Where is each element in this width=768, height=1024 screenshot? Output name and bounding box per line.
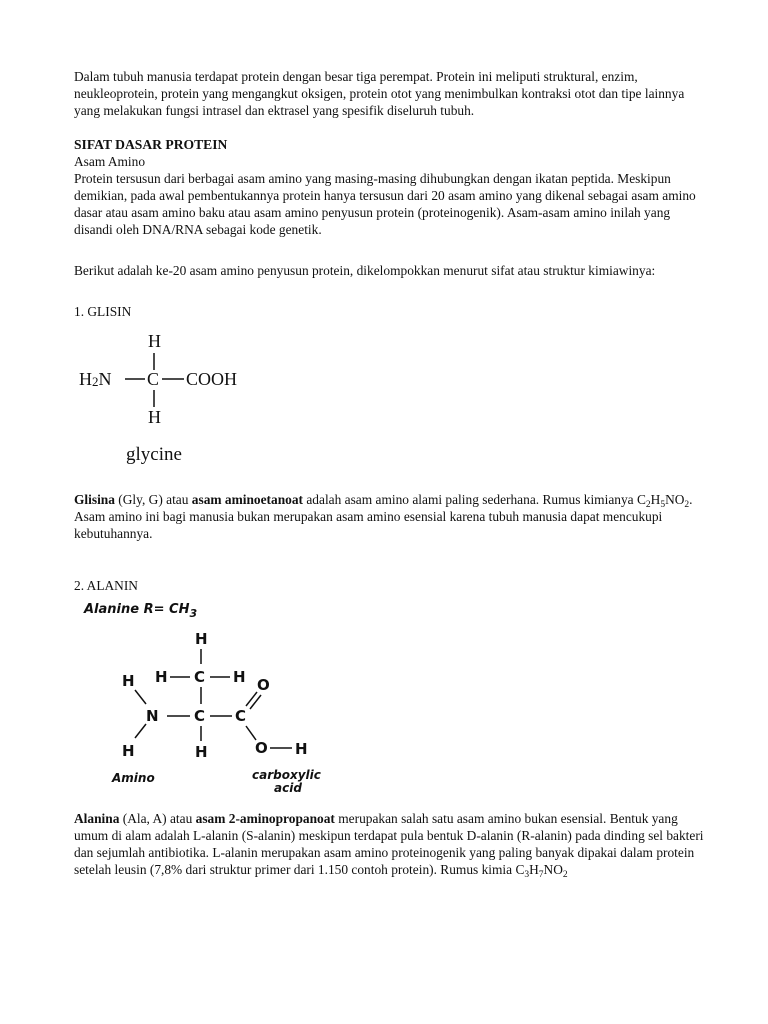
glisin-iupac: asam aminoetanoat — [191, 492, 304, 507]
glisin-formula: $C_2H_5NO_2$ — [636, 492, 690, 510]
glycine-left-group: H2N — [79, 369, 112, 389]
alanin-abbr: (Ala, A) atau — [119, 811, 196, 826]
alanine-atom-n: N — [146, 707, 159, 725]
alanin-item-label: 2. ALANIN — [74, 578, 138, 593]
section-subheading: Asam Amino — [74, 154, 146, 169]
alanine-atom-h-methyl-left: H — [155, 668, 168, 686]
glisin-desc-a: adalah asam amino alami paling sederhana. Rumus kimianya — [303, 492, 637, 507]
alanin-name: Alanina — [74, 811, 120, 826]
list-intro-paragraph: Berikut adalah ke-20 asam amino penyusun protein, dikelompokkan menurut sifat atau struktur kimiawinya: — [74, 263, 656, 278]
glisin-desc-b: . Asam amino ini bagi manusia bukan merupakan asam amino esensial karena tubuh manusia dapat mencukupi kebutuhannya. — [74, 492, 693, 541]
glycine-top-h: H — [148, 331, 161, 351]
glycine-structure-diagram — [70, 328, 270, 468]
glisin-description — [74, 491, 706, 542]
glycine-center-carbon: C — [147, 369, 160, 389]
section-paragraph: Protein tersusun dari berbagai asam amino yang masing-masing dihubungkan dengan ikatan peptida. Meskipun demikian, pada awal pembentukannya protein hanya tersusun dari 20 asam amino yang dikenal sebagai asam amino dasar atau asam amino baku atau asam amino penyusun protein (proteinogenik). Asam-asam amino inilah yang disandi oleh DNA/RNA sebagai kode genetik. — [74, 171, 696, 237]
alanine-atom-h-alpha: H — [195, 743, 208, 761]
alanine-acid-label-1: carboxylic — [252, 768, 321, 782]
alanine-atom-h-amino-bottom: H — [122, 742, 135, 760]
glisin-item-label: 1. GLISIN — [74, 304, 132, 319]
alanine-atom-c-methyl: C — [194, 668, 206, 686]
alanin-iupac: asam 2-aminopropanoat — [195, 811, 335, 826]
alanine-atom-o-hydroxyl: O — [255, 739, 268, 757]
alanine-atom-h-top: H — [195, 630, 208, 648]
alanine-atom-c-alpha: C — [194, 707, 206, 725]
glisin-abbr: (Gly, G) atau — [114, 492, 192, 507]
alanin-formula: $C_3H_7NO_2$ — [515, 862, 568, 880]
alanine-atom-h-methyl-right: H — [233, 668, 246, 686]
intro-paragraph: Dalam tubuh manusia terdapat protein dengan besar tiga perempat. Protein ini meliputi struktural, enzim, neukleoprotein, protein yang mengangkut oksigen, protein otot yang menimbulkan kontraksi otot dan tipe lainnya yang melakukan fungsi intrasel dan ektrasel yang spesifik diseluruh tubuh. — [74, 69, 685, 118]
alanine-atom-o-double: O — [257, 676, 270, 694]
alanine-structure-diagram — [80, 598, 340, 798]
alanine-acid-label-2: acid — [274, 781, 302, 795]
glycine-caption: glycine — [126, 444, 182, 465]
alanin-desc: merupakan salah satu asam amino bukan esensial. Bentuk yang umum di alam adalah L-alanin (S-alanin) meskipun terdapat pula bentuk D-alanin (R-alanin) pada dinding sel bakteri dan sejumlah antibiotika. L-alanin merupakan asam amino proteinogenik yang paling banyak dipakai dalam protein setelah leusin (7,8% dari struktur primer dari 1.150 contoh protein). Rumus kimia — [74, 811, 704, 877]
alanin-description — [74, 810, 706, 878]
alanine-atom-c-carboxyl: C — [235, 707, 247, 725]
alanine-atom-h-amino-top: H — [122, 672, 135, 690]
alanine-title: Alanine $R= CH_3$ — [84, 602, 198, 620]
glycine-right-group: COOH — [186, 369, 238, 389]
alanine-amino-label: Amino — [112, 771, 155, 785]
section-heading: SIFAT DASAR PROTEIN — [74, 137, 228, 152]
alanine-atom-h-hydroxyl: H — [295, 740, 308, 758]
glycine-bottom-h: H — [148, 407, 161, 427]
glisin-name: Glisina — [74, 492, 115, 507]
